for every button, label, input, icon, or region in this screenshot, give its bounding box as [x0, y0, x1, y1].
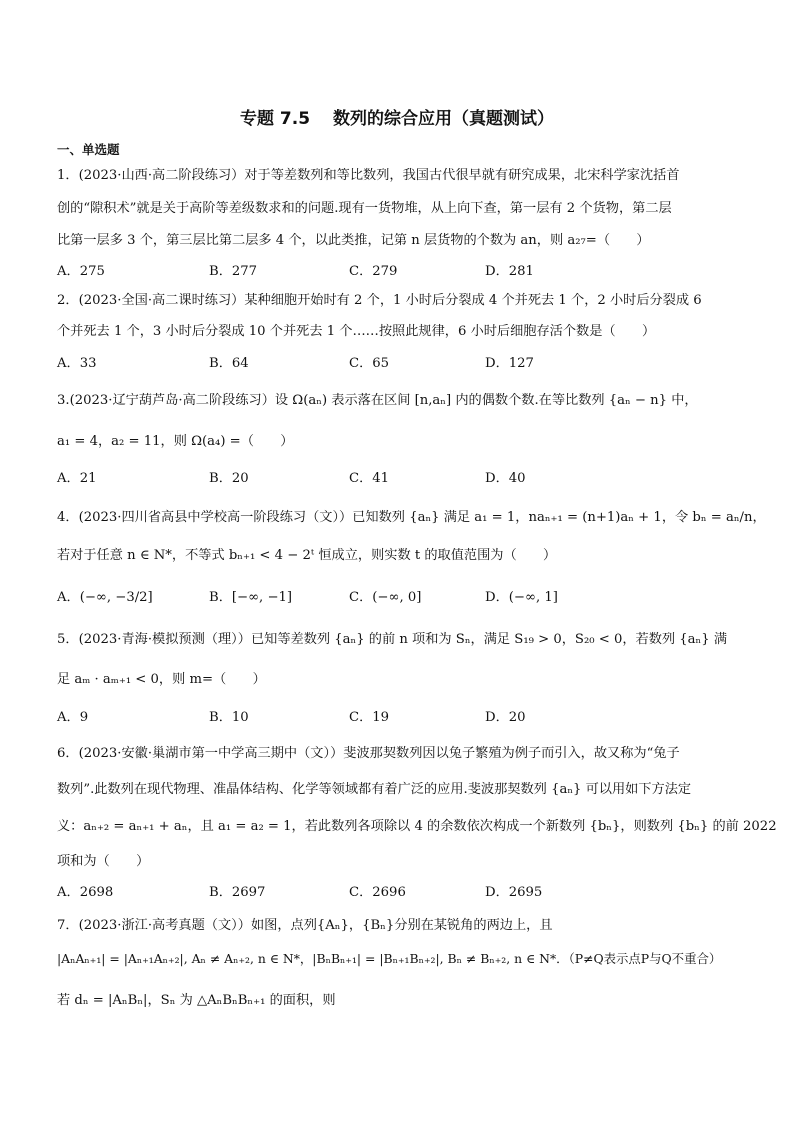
q6-line-1: 6．(2023·安徽·巢湖市第一中学高三期中（文））斐波那契数列因以兔子繁殖为例子而引入，故又称为“兔子	[57, 746, 680, 761]
q2-option-c[interactable]: C．65	[349, 356, 390, 371]
q3-line-1: 3.(2023·辽宁葫芦岛·高二阶段练习）设 Ω(aₙ) 表示落在区间 [n,aₙ] 内的偶数个数.在等比数列 {aₙ − n} 中，	[57, 393, 698, 408]
q4-option-d[interactable]: D．(−∞, 1]	[485, 590, 558, 605]
q2-option-b[interactable]: B．64	[209, 356, 249, 371]
q4-line-1: 4．(2023·四川省高县中学校高一阶段练习（文））已知数列 {aₙ} 满足 a₁ = 1，naₙ₊₁ = (n+1)aₙ + 1，令 bₙ = aₙ/n，	[57, 510, 766, 525]
q1-line-1: 1．(2023·山西·高二阶段练习）对于等差数列和等比数列，我国古代很早就有研究成果，北宋科学家沈括首	[57, 168, 680, 183]
q4-line-2: 若对于任意 n ∈ N*，不等式 bₙ₊₁ < 4 − 2ᵗ 恒成立，则实数 t 的取值范围为（ ）	[57, 548, 557, 563]
q2-options	[57, 352, 757, 372]
q5-option-c[interactable]: C．19	[349, 710, 390, 725]
q4-option-a[interactable]: A．(−∞, −3/2]	[57, 590, 153, 605]
q5-line-2: 足 aₘ · aₘ₊₁ < 0，则 m=（ ）	[57, 672, 266, 687]
q3-line-2: a₁ = 4，a₂ = 11，则 Ω(a₄) =（ ）	[57, 434, 294, 449]
q5-options	[57, 706, 757, 726]
q5-option-a[interactable]: A．9	[57, 710, 89, 725]
q3-options	[57, 467, 757, 487]
q5-option-d[interactable]: D．20	[485, 710, 526, 725]
q1-line-2: 创的“隙积术”就是关于高阶等差级数求和的问题.现有一货物堆，从上向下查，第一层有 2 个货物，第二层	[57, 201, 672, 216]
q7-line-1: 7．(2023·浙江·高考真题（文））如图，点列{Aₙ}，{Bₙ}分别在某锐角的两边上，且	[57, 918, 553, 933]
q6-option-b[interactable]: B．2697	[209, 885, 266, 900]
q4-options	[57, 586, 757, 606]
q3-option-d[interactable]: D．40	[485, 471, 526, 486]
q3-option-b[interactable]: B．20	[209, 471, 249, 486]
q6-option-d[interactable]: D．2695	[485, 885, 543, 900]
q4-option-b[interactable]: B．[−∞, −1]	[209, 590, 293, 605]
q1-option-a[interactable]: A．275	[57, 264, 105, 279]
section-heading: 一、单选题	[57, 142, 120, 157]
q1-option-c[interactable]: C．279	[349, 264, 398, 279]
q5-line-1: 5．(2023·青海·模拟预测（理））已知等差数列 {aₙ} 的前 n 项和为 Sₙ，满足 S₁₉ > 0，S₂₀ < 0，若数列 {aₙ} 满	[57, 632, 728, 647]
q5-option-b[interactable]: B．10	[209, 710, 249, 725]
q6-options	[57, 881, 757, 901]
q4-option-c[interactable]: C．(−∞, 0]	[349, 590, 422, 605]
q1-line-3: 比第一层多 3 个，第三层比第二层多 4 个，以此类推，记第 n 层货物的个数为 an，则 a₂₇=（ ）	[57, 233, 650, 248]
q2-option-a[interactable]: A．33	[57, 356, 97, 371]
q7-line-3: 若 dₙ = |AₙBₙ|，Sₙ 为 △AₙBₙBₙ₊₁ 的面积，则	[57, 993, 336, 1008]
q6-line-3: 义：aₙ₊₂ = aₙ₊₁ + aₙ，且 a₁ = a₂ = 1，若此数列各项除以 4 的余数依次构成一个新数列 {bₙ}，则数列 {bₙ} 的前 2022	[57, 819, 777, 834]
q6-option-c[interactable]: C．2696	[349, 885, 406, 900]
q2-line-1: 2．(2023·全国·高二课时练习）某种细胞开始时有 2 个，1 小时后分裂成 4 个并死去 1 个，2 小时后分裂成 6	[57, 293, 702, 308]
q2-option-d[interactable]: D．127	[485, 356, 534, 371]
q1-option-b[interactable]: B．277	[209, 264, 258, 279]
q3-option-c[interactable]: C．41	[349, 471, 390, 486]
q6-line-4: 项和为（ ）	[57, 854, 150, 869]
q1-options	[57, 260, 757, 280]
q1-option-d[interactable]: D．281	[485, 264, 534, 279]
q3-option-a[interactable]: A．21	[57, 471, 97, 486]
q2-line-2: 个并死去 1 个，3 小时后分裂成 10 个并死去 1 个……按照此规律，6 小时后细胞存活个数是（ ）	[57, 324, 656, 339]
q6-option-a[interactable]: A．2698	[57, 885, 114, 900]
q7-line-2: |AₙAₙ₊₁| = |Aₙ₊₁Aₙ₊₂|, Aₙ ≠ Aₙ₊₂, n ∈ N*，|BₙBₙ₊₁| = |Bₙ₊₁Bₙ₊₂|, Bₙ ≠ Bₙ₊₂, n ∈ N*．（P≠Q表示点P与Q不重合）	[57, 951, 722, 966]
page-title: 专题 7.5 数列的综合应用（真题测试）	[240, 109, 554, 129]
q6-line-2: 数列”.此数列在现代物理、准晶体结构、化学等领域都有着广泛的应用.斐波那契数列 {aₙ} 可以用如下方法定	[57, 782, 692, 797]
